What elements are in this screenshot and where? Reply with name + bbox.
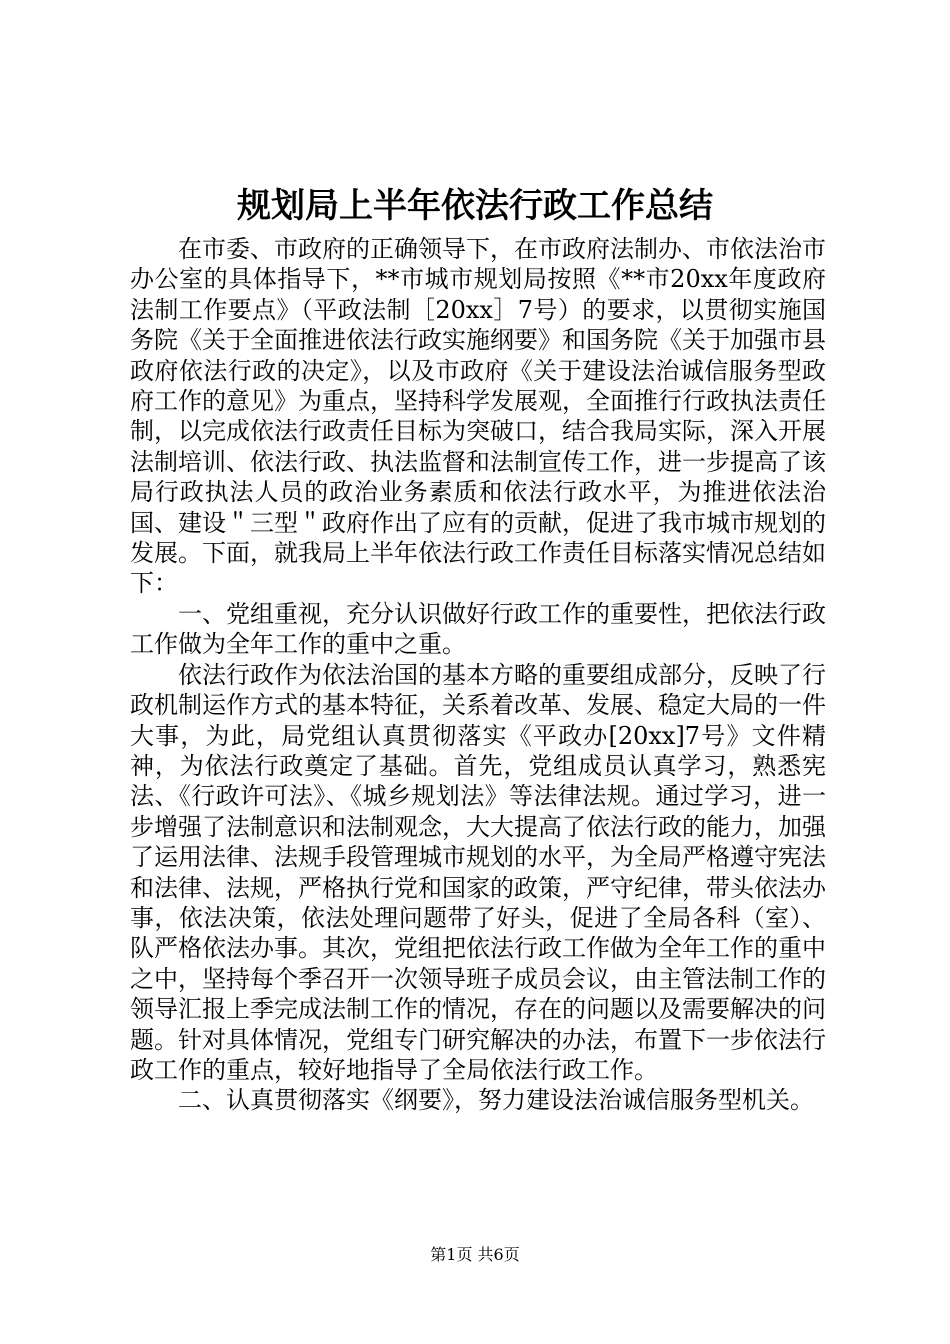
page-number-footer: 第1页 共6页 (430, 1245, 520, 1264)
paragraph-section-1: 依法行政作为依法治国的基本方略的重要组成部分，反映了行政机制运作方式的基本特征，关系着改革、发展、稳定大局的一件大事，为此，局党组认真贯彻落实《平政办[20xx]7号》文件精神，为依法行政奠定了基础。首先，党组成员认真学习，熟悉宪法、《行政许可法》、《城乡规划法》等法律法规。通过学习，进一步增强了法制意识和法制观念，大大提高了依法行政的能力，加强了运用法律、法规手段管理城市规划的水平，为全局严格遵守宪法和法律、法规，严格执行党和国家的政策，严守纪律，带头依法办事，依法决策，依法处理问题带了好头，促进了全局各科（室）、队严格依法办事。其次，党组把依法行政工作做为全年工作的重中之中，坚持每个季召开一次领导班子成员会议，由主管法制工作的领导汇报上季完成法制工作的情况，存在的问题以及需要解决的问题。针对具体情况，党组专门研究解决的办法，布置下一步依法行政工作的重点，较好地指导了全局依法行政工作。 (130, 660, 826, 1084)
document-body (130, 234, 826, 1116)
section-heading-1: 一、党组重视，充分认识做好行政工作的重要性，把依法行政工作做为全年工作的重中之重。 (130, 599, 826, 659)
section-heading-2: 二、认真贯彻落实《纲要》，努力建设法治诚信服务型机关。 (178, 1086, 814, 1115)
document-title: 规划局上半年依法行政工作总结 (237, 186, 713, 226)
paragraph-intro: 在市委、市政府的正确领导下，在市政府法制办、市依法治市办公室的具体指导下，**市城市规划局按照《**市20xx年度政府法制工作要点》（平政法制［20xx］7号）的要求，以贯彻实施国务院《关于全面推进依法行政实施纲要》和国务院《关于加强市县政府依法行政的决定》，以及市政府《关于建设法治诚信服务型政府工作的意见》为重点，坚持科学发展观，全面推行行政执法责任制，以完成依法行政责任目标为突破口，结合我局实际，深入开展法制培训、依法行政、执法监督和法制宣传工作，进一步提高了该局行政执法人员的政治业务素质和依法行政水平，为推进依法治国、建设＂三型＂政府作出了应有的贡献，促进了我市城市规划的发展。下面，就我局上半年依法行政工作责任目标落实情况总结如下： (130, 235, 826, 598)
